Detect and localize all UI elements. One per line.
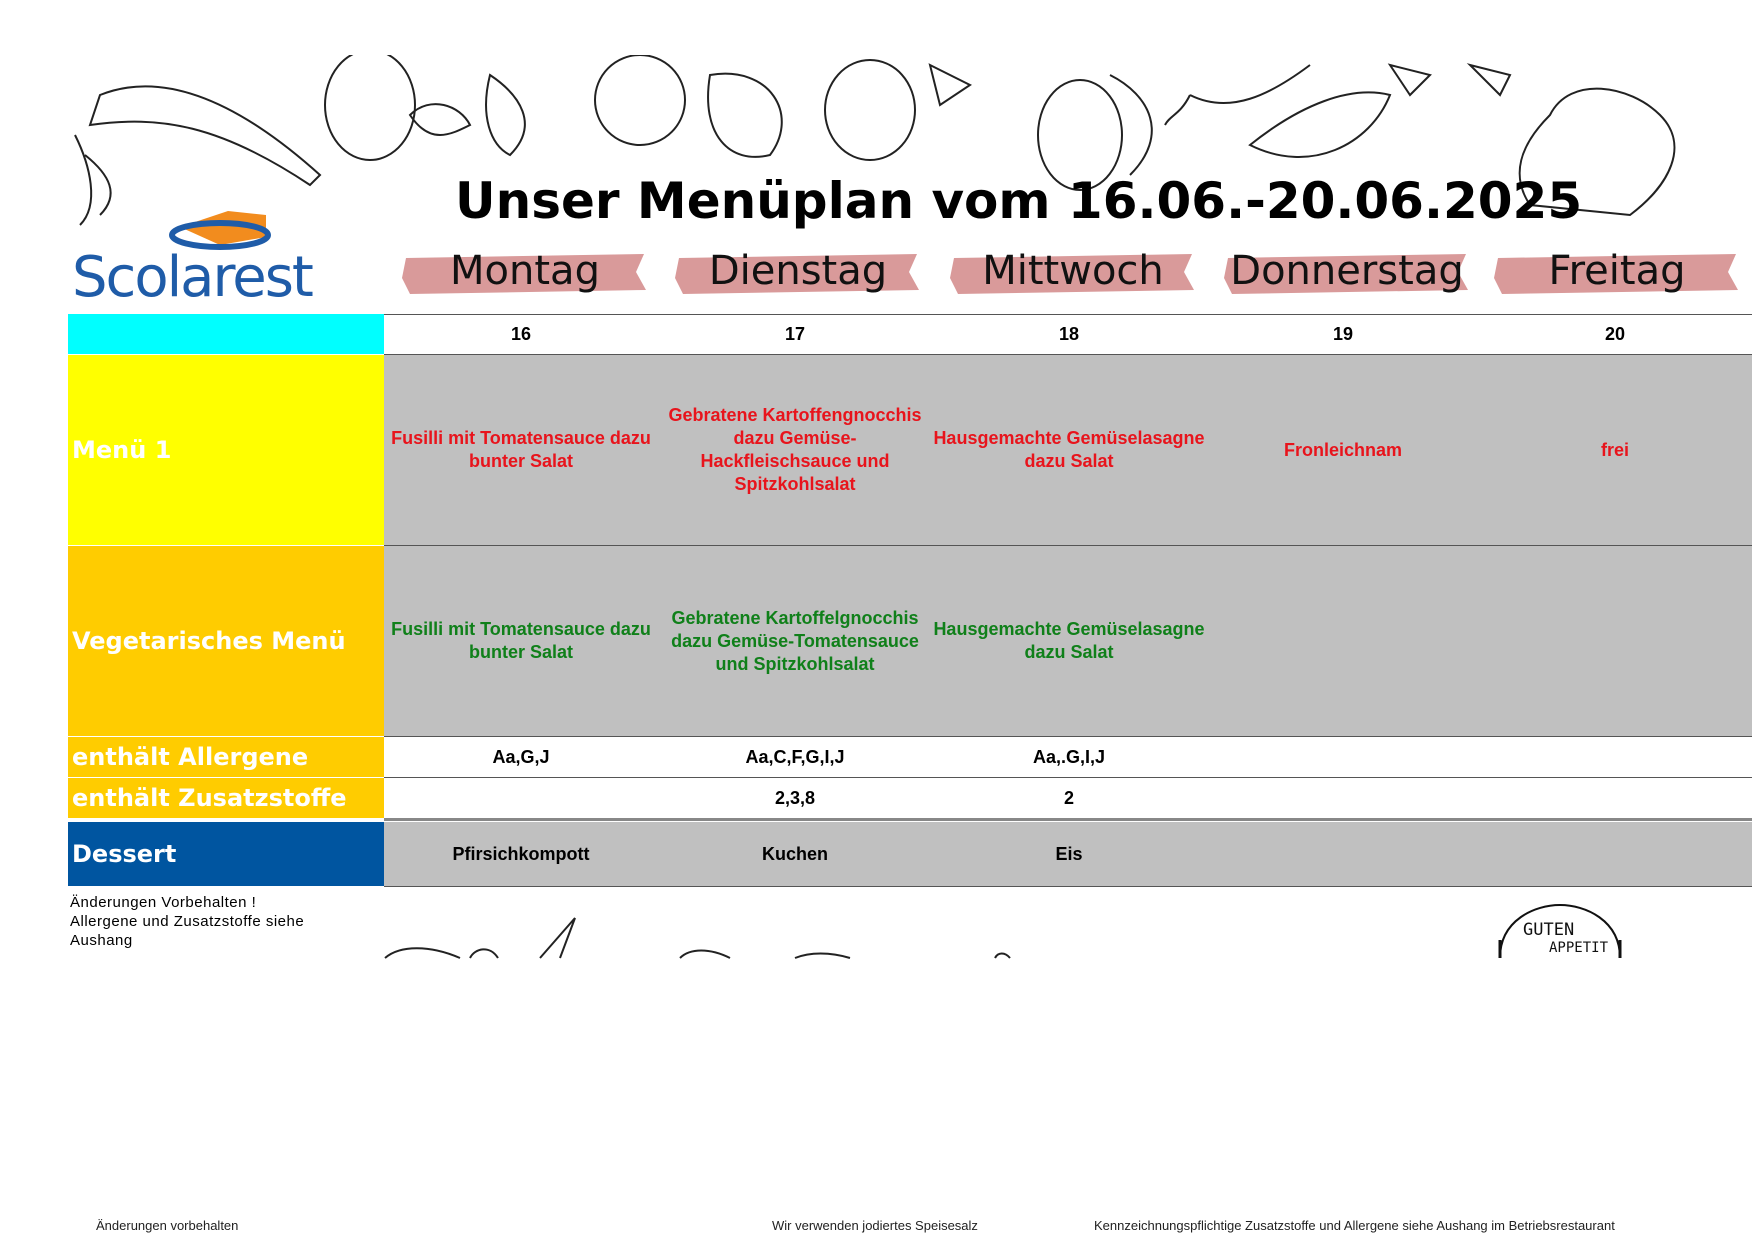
dessert-cell xyxy=(1478,822,1752,886)
page-title: Unser Menüplan vom 16.06.-20.06.2025 xyxy=(455,172,1583,230)
note-line: Änderungen Vorbehalten ! xyxy=(70,894,257,911)
stamp-text-1: GUTEN xyxy=(1523,920,1575,940)
divider xyxy=(384,818,1752,821)
note-line: Aushang xyxy=(70,932,133,949)
day-label-freitag: Freitag xyxy=(1548,248,1686,294)
dessert-cell: Kuchen xyxy=(761,843,828,864)
additives-cell: 2 xyxy=(1063,787,1074,808)
allergens-label: enthält Allergene xyxy=(68,737,384,777)
veg-row xyxy=(68,546,1752,736)
menu1-cell: Fusilli mit Tomatensauce dazu bunter Salat xyxy=(391,428,651,471)
veg-cell xyxy=(1206,546,1480,736)
dessert-cell: Eis xyxy=(1055,843,1083,864)
veg-cell xyxy=(1478,546,1752,736)
veg-cell: Fusilli mit Tomatensauce dazu bunter Salat xyxy=(391,619,651,662)
date-cell: 20 xyxy=(1604,323,1626,344)
additives-label: enthält Zusatzstoffe xyxy=(68,778,384,818)
allergens-cell: Aa,C,F,G,I,J xyxy=(745,746,845,767)
date-cell: 16 xyxy=(510,323,532,344)
date-cell: 18 xyxy=(1058,323,1080,344)
day-banner-montag xyxy=(400,248,650,296)
date-row xyxy=(68,314,1752,354)
additives-cell xyxy=(1206,778,1480,818)
date-cell: 19 xyxy=(1332,323,1354,344)
menu1-cell: Hausgemachte Gemüselasagne dazu Salat xyxy=(933,428,1205,471)
day-label-mittwoch: Mittwoch xyxy=(982,248,1164,294)
additives-row xyxy=(68,778,1752,818)
additives-cell xyxy=(384,778,658,818)
dessert-label: Dessert xyxy=(68,822,384,886)
logo-text: Scolarest xyxy=(72,245,312,310)
allergens-cell: Aa,.G,I,J xyxy=(1032,746,1106,767)
divider xyxy=(384,886,1752,887)
day-banner-donnerstag xyxy=(1222,248,1472,296)
allergens-cell: Aa,G,J xyxy=(492,746,550,767)
veg-cell: Hausgemachte Gemüselasagne dazu Salat xyxy=(933,619,1205,662)
day-banner-mittwoch xyxy=(948,248,1198,296)
additives-cell xyxy=(1478,778,1752,818)
menu1-cell: Gebratene Kartoffengnocchis dazu Gemüse-Hackfleischsauce und Spitzkohlsalat xyxy=(668,405,922,494)
date-cell: 17 xyxy=(784,323,806,344)
allergens-cell xyxy=(1206,737,1480,777)
divider xyxy=(384,314,1752,315)
footer-middle: Wir verwenden jodiertes Speisesalz xyxy=(772,1218,978,1233)
date-label-cell xyxy=(68,314,384,354)
stamp-text-2: APPETIT xyxy=(1549,940,1609,956)
veg-label: Vegetarisches Menü xyxy=(68,546,384,736)
dessert-row xyxy=(68,822,1752,886)
menu1-cell: Fronleichnam xyxy=(1283,439,1403,460)
menu1-label: Menü 1 xyxy=(68,355,384,545)
dessert-cell: Pfirsichkompott xyxy=(452,843,590,864)
notes xyxy=(70,893,370,950)
day-label-dienstag: Dienstag xyxy=(708,248,888,294)
day-banner-freitag xyxy=(1492,248,1742,296)
note-line: Allergene und Zusatzstoffe siehe xyxy=(70,913,305,930)
veg-cell: Gebratene Kartoffelgnocchis dazu Gemüse-Tomatensauce und Spitzkohlsalat xyxy=(671,607,919,674)
footer-left: Änderungen vorbehalten xyxy=(96,1218,239,1233)
menu1-row xyxy=(68,355,1752,545)
day-banner-dienstag xyxy=(673,248,923,296)
day-label-montag: Montag xyxy=(450,248,600,294)
allergens-cell xyxy=(1478,737,1752,777)
allergens-row xyxy=(68,737,1752,777)
additives-cell: 2,3,8 xyxy=(774,787,816,808)
day-label-donnerstag: Donnerstag xyxy=(1230,248,1464,294)
food-illustration-footer xyxy=(380,910,1080,960)
dessert-cell xyxy=(1206,822,1480,886)
footer-right: Kennzeichnungspflichtige Zusatzstoffe und Allergene siehe Aushang im Betriebsrestaurant xyxy=(1094,1218,1615,1233)
menu1-cell: frei xyxy=(1600,439,1629,460)
